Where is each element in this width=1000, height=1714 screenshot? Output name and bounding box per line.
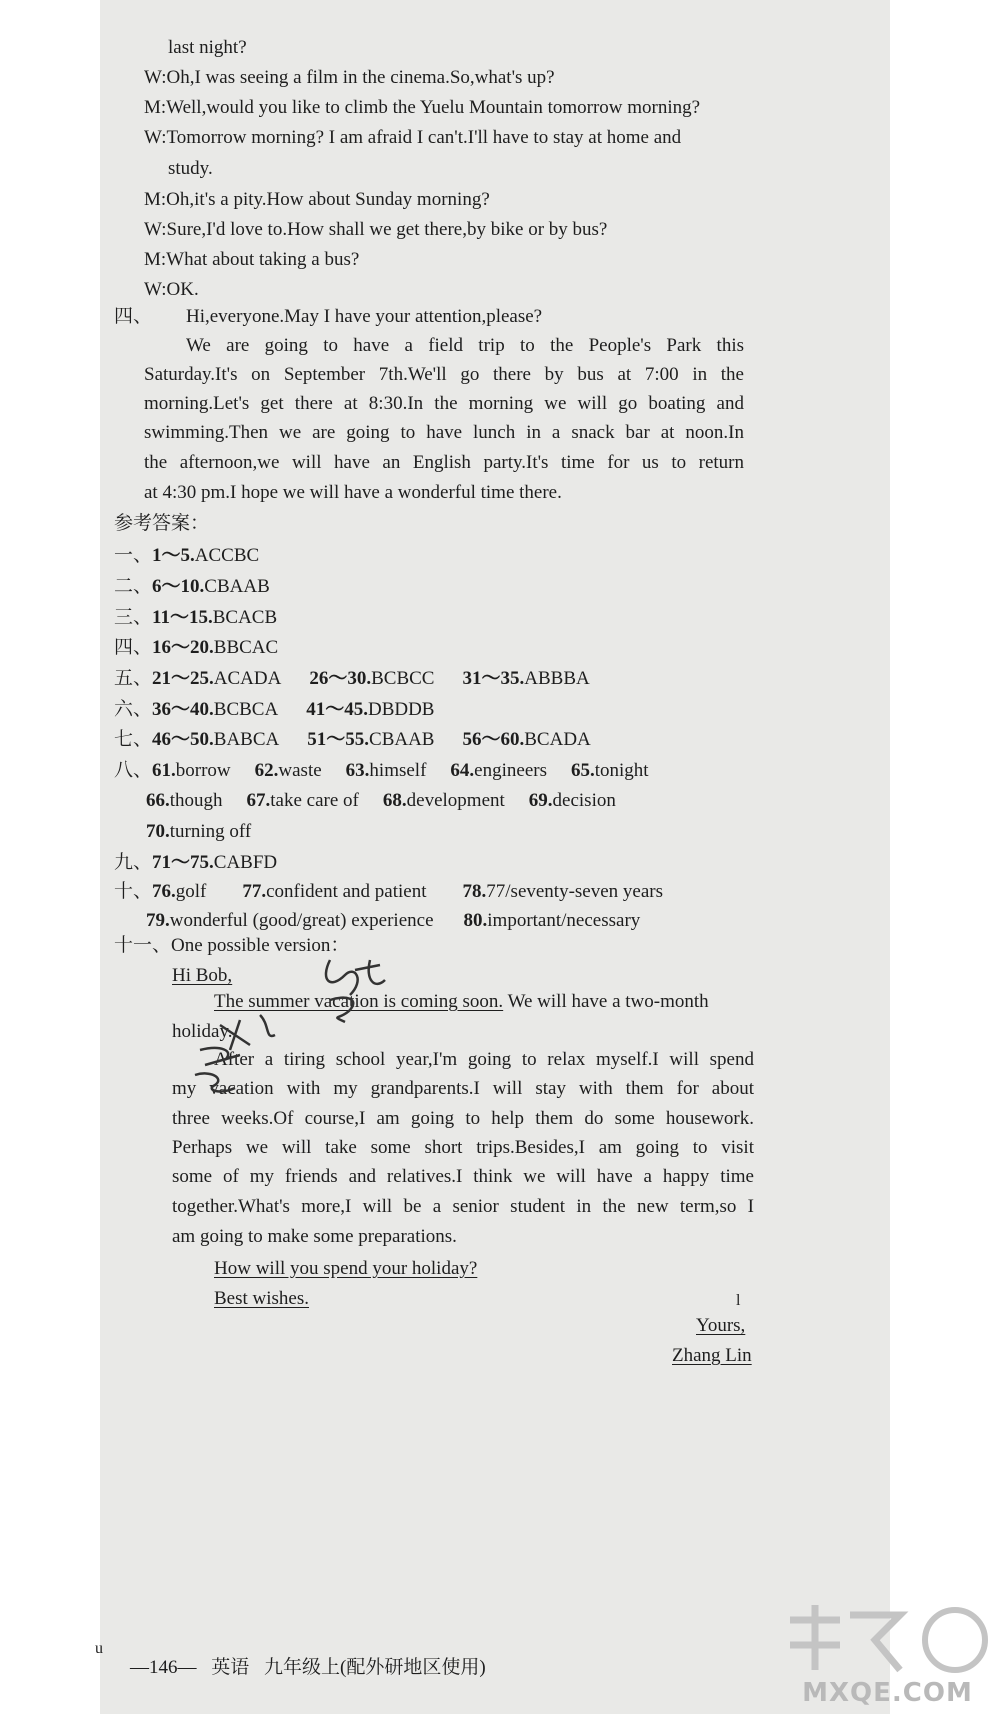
answer-section-label: 五、 (114, 668, 153, 689)
answer-value: ACADA (213, 668, 282, 689)
answer-section-label: 四、 (114, 637, 153, 658)
answer-value: turning off (169, 821, 252, 842)
answer-row (146, 789, 616, 813)
essay-line: some of my friends and relatives.I think we will have a happy time (172, 1166, 754, 1187)
answer-item (463, 881, 664, 902)
question-number: 36～40. (152, 699, 214, 720)
passage-line: morning.Let's get there at 8:30.In the morning we will go boating and (144, 393, 744, 414)
answer-value: development (406, 790, 505, 811)
dialogue-line: W:OK. (144, 279, 199, 300)
answer-row (146, 909, 640, 933)
answer-item (152, 729, 279, 750)
dialogue-line: M:Well,would you like to climb the Yuelu Mountain tomorrow morning? (144, 97, 701, 118)
answer-item (152, 760, 231, 781)
answer-section-label: 十、 (114, 881, 153, 902)
answer-value: BCBCC (371, 668, 435, 689)
passage-line: Saturday.It's on September 7th.We'll go there by bus at 7:00 in the (144, 364, 744, 385)
section-label: 四、 (114, 306, 153, 327)
answer-value: himself (369, 760, 427, 781)
answer-section-label: 七、 (114, 729, 153, 750)
answer-row (114, 880, 663, 904)
answer-section-label: 三、 (114, 607, 153, 628)
question-number: 80. (463, 910, 488, 931)
question-number: 67. (246, 790, 271, 811)
answer-value: ACCBC (194, 545, 260, 566)
answer-item (462, 729, 590, 750)
dialogue-line: last night? (168, 37, 247, 58)
answer-item (255, 760, 322, 781)
question-number: 70. (146, 821, 170, 842)
question-number: 66. (146, 790, 170, 811)
watermark-site: MXQE.COM (802, 1678, 973, 1708)
answer-section-label: 八、 (114, 760, 153, 781)
question-number: 78. (462, 881, 487, 902)
question-number: 62. (254, 760, 279, 781)
question-number: 76. (152, 881, 176, 902)
margin-mark: l (736, 1292, 741, 1309)
footer-subject: 英语 (211, 1657, 250, 1678)
answer-item (152, 668, 281, 689)
question-number: 61. (152, 760, 176, 781)
answer-row (114, 667, 590, 691)
answer-value: BABCA (213, 729, 280, 750)
answer-row (114, 698, 434, 722)
answer-value: BCBCA (213, 699, 279, 720)
question-number: 46～50. (152, 729, 214, 750)
answer-value: CABFD (213, 852, 278, 873)
answer-value: BCACB (212, 607, 278, 628)
answer-row (114, 851, 277, 875)
passage-line: We are going to have a field trip to the People's Park this (186, 335, 744, 356)
answer-value: CBAAB (204, 576, 270, 597)
page-footer (130, 1652, 496, 1679)
answer-item (146, 910, 434, 931)
question-number: 31～35. (462, 668, 525, 689)
question-number: 11～15. (152, 607, 213, 628)
answer-item (152, 545, 259, 566)
essay-closing-question: How will you spend your holiday? (214, 1258, 478, 1279)
answer-value: CBAAB (369, 729, 435, 750)
answers-heading: 参考答案： (114, 513, 210, 534)
answer-value: 77/seventy-seven years (486, 881, 664, 902)
essay-signature-name: Zhang Lin (672, 1345, 752, 1366)
question-number: 79. (146, 910, 170, 931)
answer-item (309, 668, 434, 689)
answer-value: DBDDB (367, 699, 435, 720)
dialogue-line: M:Oh,it's a pity.How about Sunday morning? (144, 189, 490, 210)
answer-item (152, 607, 277, 628)
answer-item (152, 699, 278, 720)
answer-value: BCADA (524, 729, 591, 750)
answer-item (152, 881, 206, 902)
dialogue-line: W:Sure,I'd love to.How shall we get there,by bike or by bus? (144, 219, 608, 240)
passage-line: swimming.Then we are going to have lunch in a snack bar at noon.In (144, 422, 744, 443)
question-number: 41～45. (306, 699, 368, 720)
answer-value: golf (175, 881, 207, 902)
answer-section-label: 一、 (114, 545, 153, 566)
answer-item (152, 852, 277, 873)
answer-value: take care of (270, 790, 359, 811)
handwritten-scribble (180, 950, 410, 1100)
answer-item (306, 699, 434, 720)
answer-value: wonderful (good/great) experience (169, 910, 434, 931)
answer-value: borrow (175, 760, 231, 781)
answer-value: confident and patient (266, 881, 427, 902)
question-number: 6～10. (152, 576, 205, 597)
essay-signoff: Yours, (696, 1315, 746, 1336)
answer-item (152, 637, 278, 658)
passage-line: at 4:30 pm.I hope we will have a wonderful time there. (144, 482, 562, 503)
answer-section-label: 二、 (114, 576, 153, 597)
question-number: 21～25. (152, 668, 214, 689)
question-number: 68. (382, 790, 407, 811)
answer-value: waste (278, 760, 322, 781)
dialogue-line: M:What about taking a bus? (144, 249, 360, 270)
essay-heading: 十一、One possible version： (114, 935, 350, 956)
answer-value: BBCAC (213, 637, 279, 658)
question-number: 1～5. (152, 545, 195, 566)
dialogue-line: W:Oh,I was seeing a film in the cinema.So,what's up? (144, 67, 555, 88)
answer-row (114, 759, 649, 783)
essay-line: After a tiring school year,I'm going to relax myself.I will spend (214, 1049, 754, 1070)
answer-value: decision (552, 790, 616, 811)
question-number: 64. (450, 760, 475, 781)
page-number: —146— (130, 1657, 197, 1678)
question-number: 63. (345, 760, 370, 781)
answer-value: ABBBA (524, 668, 590, 689)
question-number: 71～75. (152, 852, 214, 873)
answer-item (571, 760, 649, 781)
answer-item (242, 881, 426, 902)
answer-row (114, 544, 259, 568)
answer-item (450, 760, 547, 781)
answer-row (114, 575, 270, 599)
question-number: 56～60. (462, 729, 525, 750)
dialogue-line: W:Tomorrow morning? I am afraid I can't.I'll have to stay at home and (144, 127, 682, 148)
passage-line: the afternoon,we will have an English party.It's time for us to return (144, 452, 744, 473)
answer-item (462, 668, 589, 689)
answer-item (464, 910, 641, 931)
question-number: 16～20. (152, 637, 214, 658)
essay-salutation: Hi Bob, (172, 965, 233, 986)
document-page (100, 0, 890, 1714)
essay-line: Perhaps we will take some short trips.Besides,I am going to visit (172, 1137, 754, 1158)
answer-value: engineers (474, 760, 547, 781)
watermark-graphic (780, 1600, 995, 1680)
essay-line: my vacation with my grandparents.I will stay with them for about (172, 1078, 754, 1099)
question-number: 65. (570, 760, 595, 781)
answer-item (529, 790, 616, 811)
question-number: 26～30. (309, 668, 372, 689)
answer-item (247, 790, 359, 811)
margin-mark: u (95, 1640, 103, 1657)
answer-row (114, 728, 591, 752)
essay-closing: Best wishes. (214, 1288, 309, 1309)
question-number: 51～55. (307, 729, 370, 750)
answer-row (146, 820, 251, 844)
answer-item (152, 576, 270, 597)
answer-item (146, 821, 251, 842)
question-number: 77. (242, 881, 267, 902)
passage-greeting: Hi,everyone.May I have your attention,please? (186, 306, 543, 327)
answer-section-label: 九、 (114, 852, 153, 873)
question-number: 69. (528, 790, 553, 811)
footer-grade: 九年级上(配外研地区使用) (264, 1657, 486, 1678)
answer-value: important/necessary (487, 910, 641, 931)
essay-line: am going to make some preparations. (172, 1226, 457, 1247)
watermark-logo (780, 1600, 995, 1710)
answer-item (146, 790, 223, 811)
essay-line: together.What's more,I will be a senior student in the new term,so I (172, 1196, 754, 1217)
answer-section-label: 六、 (114, 699, 153, 720)
essay-line: The summer vacation is coming soon. We will have a two-month (214, 991, 709, 1012)
answer-item (383, 790, 505, 811)
answer-item (346, 760, 427, 781)
answer-value: though (169, 790, 223, 811)
answer-row (114, 636, 278, 660)
essay-line: holiday. (172, 1021, 233, 1042)
dialogue-line: study. (168, 158, 213, 179)
answer-value: tonight (594, 760, 649, 781)
answer-row (114, 606, 277, 630)
essay-line: three weeks.Of course,I am going to help them do some housework. (172, 1108, 754, 1129)
answer-item (307, 729, 434, 750)
